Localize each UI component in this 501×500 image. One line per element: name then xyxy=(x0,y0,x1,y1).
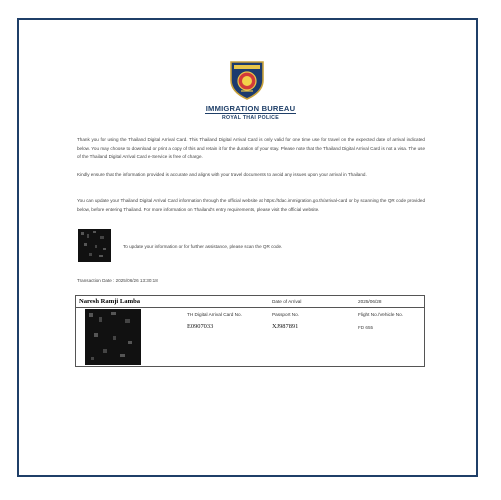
passport-value: XJ987891 xyxy=(272,323,299,330)
flight-label: Flight No./Vehicle No. xyxy=(358,312,404,317)
arrival-card-details xyxy=(75,295,425,367)
title-divider xyxy=(205,113,296,114)
royal-thai-police-badge-icon xyxy=(228,58,266,100)
traveler-name: Naresh Ramji Lamba xyxy=(79,298,141,305)
qr-code-icon[interactable] xyxy=(78,229,111,262)
bureau-title: IMMIGRATION BUREAU xyxy=(205,104,296,113)
intro-paragraph: Thank you for using the Thailand Digital Arrival Card. This Thailand Digital Arrival Card is only valid for one time use for travel on the expected date of arrival indicated below. You may choose to download or print a copy of this and retain it for the duration of your stay. Please note that the Thailand Digital Arrival Card is not a visa. The use of the Thailand Digital Arrival Card e-Service is free of charge. xyxy=(77,137,425,160)
arrival-date-label: Date of Arrival xyxy=(272,299,302,304)
arrival-card-qr-code-icon xyxy=(85,309,141,365)
accuracy-paragraph: Kindly ensure that the information provided is accurate and aligns with your travel documents to avoid any issues upon your arrival in Thailand. xyxy=(77,172,367,177)
card-number-label: TH Digital Arrival Card No. xyxy=(187,312,242,317)
flight-value: FD 655 xyxy=(358,325,374,330)
transaction-date: Transaction Date : 2025/06/26 13:30:18 xyxy=(77,278,158,283)
bureau-subtitle: ROYAL THAI POLICE xyxy=(222,115,279,121)
card-number-value: E0907033 xyxy=(187,323,214,330)
arrival-date-value: 2025/06/28 xyxy=(358,299,382,304)
update-paragraph: You can update your Thailand Digital Arrival Card information through the official website at https://tdac.immigration.go.th/arrival-card or by scanning the QR code provided below, before entering Thailand. For more information on Thailand's entry requirements, please visit the official website. xyxy=(77,198,425,212)
passport-label: Passport No. xyxy=(272,312,300,317)
qr-instruction: To update your information or for further assistance, please scan the QR code. xyxy=(123,244,283,249)
